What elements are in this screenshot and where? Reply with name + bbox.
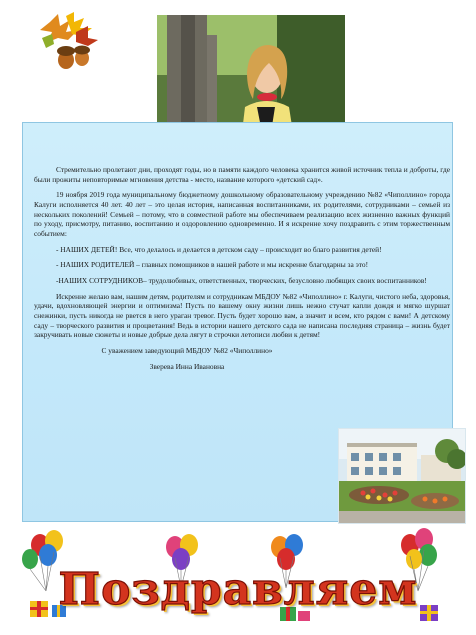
intro-paragraph: Стремительно пролетают дни, проходят годы, но в памяти каждого человека хранится живой источник тепла и доброты, где были прожиты неповторимые мгновения детства - место, название которого «детский сад». bbox=[34, 165, 450, 184]
signature-title: С уважением заведующий МБДОУ №82 «Чиполлино» bbox=[101, 346, 273, 356]
anniversary-paragraph: 19 ноября 2019 года муниципальному бюджетному дошкольному образовательному учреждению №82 «Чиполлино» города Калуги исполняется 40 лет. 40 лет – это целая история, написанная воспитанниками, их родителями, сотрудниками – семьей из нескольких поколений! Семьей – потому, что в совместной работе мы обеспечиваем реализацию всех жизненно важных функций по уходу, присмотру, питанию, воспитанию и оздоровлению одновременно. И я искренне хочу поздравить с этим торжественным событием: bbox=[34, 190, 450, 238]
kindergarten-photo bbox=[338, 428, 466, 524]
congratulations-banner-text: Поздравляем bbox=[58, 564, 418, 615]
staff-greeting: -НАШИХ СОТРУДНИКОВ– трудолюбивых, ответственных, творческих, безусловно любящих своих воспитанников! bbox=[56, 276, 427, 286]
letter-text bbox=[34, 165, 450, 378]
parents-greeting: - НАШИХ РОДИТЕЛЕЙ – главных помощников в нашей работе и мы искренне благодарны за это! bbox=[56, 260, 369, 270]
signature-name: Зверева Инна Ивановна bbox=[149, 361, 225, 371]
children-greeting: - НАШИХ ДЕТЕЙ! Все, что делалось и делается в детском саду – происходит во благо развития детей! bbox=[56, 244, 382, 254]
autumn-leaves-icon bbox=[36, 12, 100, 76]
wishes-paragraph: Искренне желаю вам, нашим детям, родителям и сотрудникам МБДОУ №82 «Чиполлино» г. Калуги, чистого неба, здоровья, удачи, вдохновляющей энергии и оптимизма! Пусть по вашему окну жизни лишь нежно стучат капли дождя и мягко шуршат снежинки, пусть никогда не рвется в него ураган тревог. Пусть будет хорошо вам, а значит и всем, кто рядом с вами! А детскому саду – творческого развития и процветания! Ведь в истории нашего детского сада не написана последняя страница – жизнь будет закручивать новые сюжеты и новые добрые дела лягут в строчки летописи любви к детям! bbox=[34, 291, 450, 340]
